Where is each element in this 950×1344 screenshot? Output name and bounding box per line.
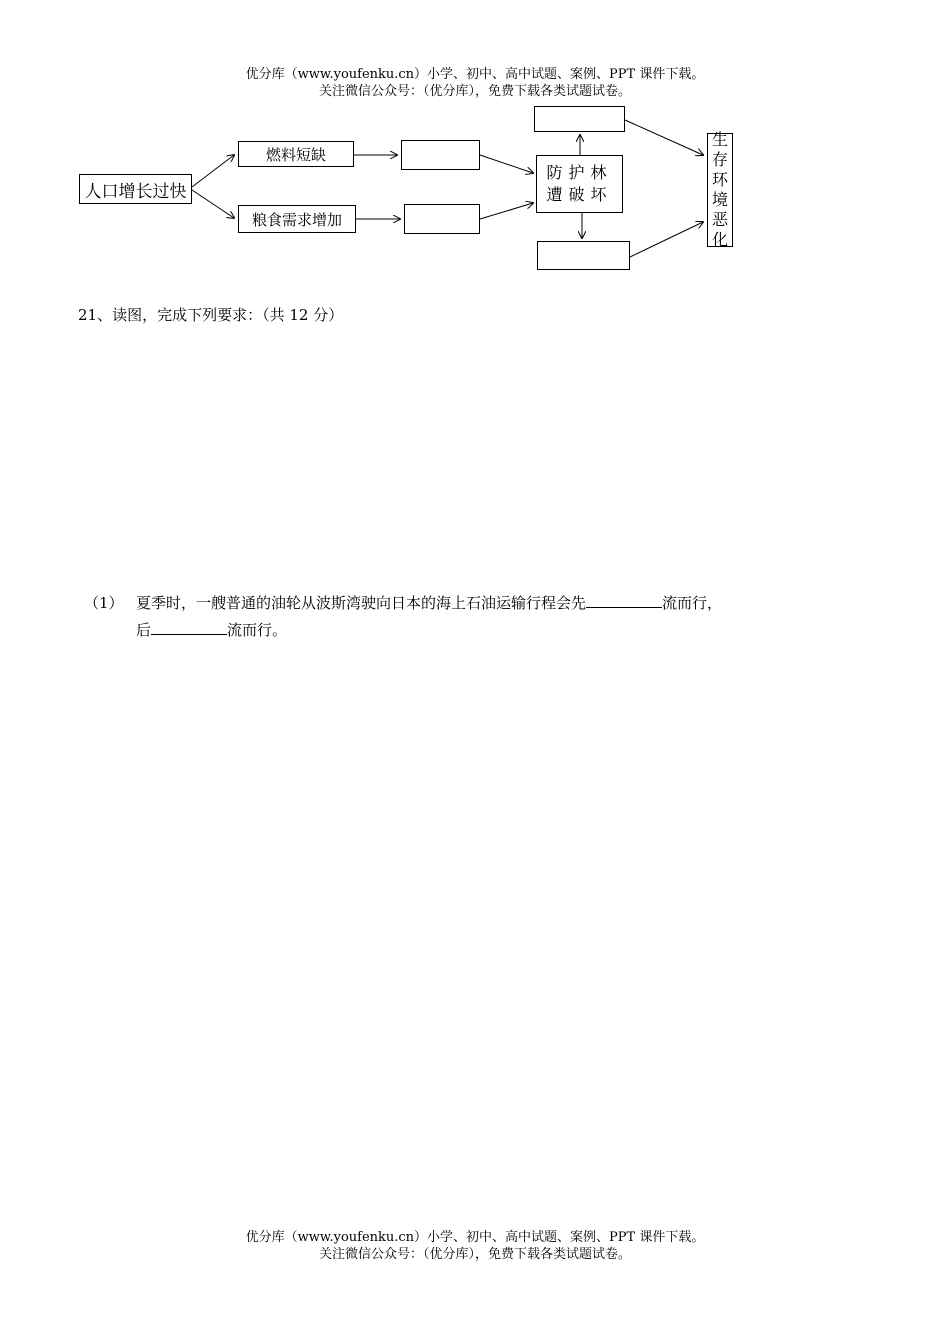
- forest-row-2: 遭破坏: [546, 185, 613, 204]
- sub-question-1-text-b: 流而行，: [662, 594, 723, 612]
- sub-question-1-text-a: 夏季时，一艘普通的油轮从波斯湾驶向日本的海上石油运输行程会先: [136, 594, 587, 612]
- question-21-title: 21、读图，完成下列要求：（共 12 分）: [78, 306, 344, 324]
- empty-answer-box-bottom: [537, 241, 630, 270]
- answer-blank-2[interactable]: [151, 620, 227, 635]
- forest-row-1: 防护林: [546, 163, 613, 182]
- empty-answer-box-1: [401, 140, 480, 170]
- footer-line-2: 关注微信公众号：（优分库），免费下载各类试题试卷。: [318, 1247, 631, 1262]
- sub-question-1-line-1: [84, 590, 874, 617]
- arrow-top-to-environment: [625, 120, 703, 155]
- arrow-bottom-to-environment: [630, 222, 703, 257]
- sub-question-1-text-d: 流而行。: [227, 621, 288, 639]
- arrow-population-to-food: [192, 190, 234, 218]
- footer-line-1: 优分库（www.youfenku.cn）小学、初中、高中试题、案例、PPT 课件下载。: [245, 1230, 705, 1245]
- empty-answer-box-2: [404, 204, 480, 234]
- fuel-shortage-box: 燃料短缺: [238, 141, 354, 167]
- sub-question-1: [84, 590, 874, 644]
- environment-worsening-box: 生存环境恶化: [707, 133, 733, 247]
- page-header: [0, 66, 950, 100]
- answer-blank-1[interactable]: [586, 593, 662, 608]
- page-footer: [0, 1229, 950, 1263]
- header-line-2: 关注微信公众号：（优分库），免费下载各类试题试卷。: [318, 84, 631, 99]
- forest-destroyed-box: [536, 155, 623, 213]
- header-line-1: 优分库（www.youfenku.cn）小学、初中、高中试题、案例、PPT 课件下载。: [245, 67, 705, 82]
- sub-question-1-number: （1）: [84, 594, 124, 612]
- cause-effect-diagram: [0, 100, 950, 290]
- empty-answer-box-top: [534, 106, 625, 132]
- arrow-blank2-to-forest: [480, 203, 533, 219]
- sub-question-1-text-c: 后: [136, 621, 152, 639]
- food-demand-box: 粮食需求增加: [238, 205, 356, 233]
- sub-question-1-line-2: [84, 617, 874, 644]
- arrow-population-to-fuel: [192, 155, 234, 187]
- population-growth-box: 人口增长过快: [79, 174, 192, 204]
- arrow-blank1-to-forest: [480, 155, 533, 173]
